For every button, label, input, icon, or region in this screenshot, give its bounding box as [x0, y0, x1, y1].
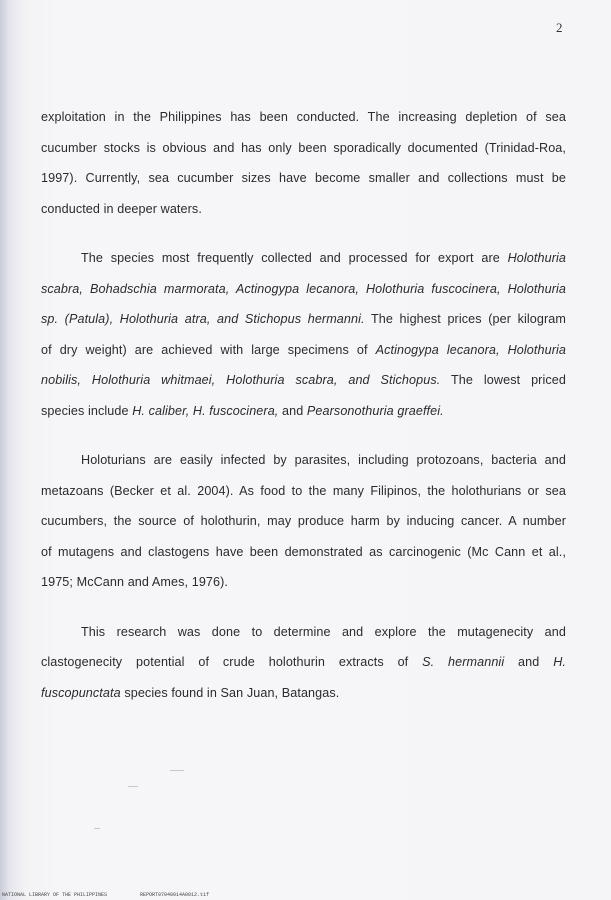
text-line: This research was done to determine and explore the mutagenecity and [81, 624, 566, 639]
text-line: conducted in deeper waters. [41, 201, 202, 216]
body-text [41, 102, 566, 727]
paragraph-exploitation [41, 102, 566, 224]
text-line: cucumber stocks is obvious and has only been sporadically documented (Trinidad-Roa, [41, 140, 566, 155]
text-line: metazoans (Becker et al. 2004). As food to the many Filipinos, the holothurians or sea [41, 483, 566, 498]
text-line: The species most frequently collected and processed for export are Holothuria [81, 251, 566, 265]
text-line: cucumbers, the source of holothurin, may produce harm by inducing cancer. A number [41, 514, 566, 528]
paragraph-research [41, 617, 566, 709]
text-line: sp. (Patula), Holothuria atra, and Stichopus hermanni. The highest prices (per kilogram [41, 312, 566, 326]
text-line: fuscopunctata species found in San Juan, Batangas. [41, 685, 340, 700]
text-line: exploitation in the Philippines has been conducted. The increasing depletion of sea [41, 110, 566, 124]
text-line: clastogenecity potential of crude holothurin extracts of S. hermannii and H. [41, 655, 566, 669]
paragraph-holoturians [41, 445, 566, 598]
scan-artifact [128, 786, 138, 787]
paragraph-species [41, 243, 566, 426]
text-line: 1975; McCann and Ames, 1976). [41, 575, 229, 589]
text-line: 1997). Currently, sea cucumber sizes have become smaller and collections must be [41, 171, 566, 185]
text-line: of dry weight) are achieved with large specimens of Actinogypa lecanora, Holothuria [41, 342, 566, 357]
text-line: nobilis, Holothuria whitmaei, Holothuria scabra, and Stichopus. The lowest priced [41, 373, 566, 387]
text-line: species include H. caliber, H. fuscocinera, and Pearsonothuria graeffei. [41, 403, 444, 418]
page-number: 2 [556, 20, 563, 35]
text-line: scabra, Bohadschia marmorata, Actinogypa lecanora, Holothuria fuscocinera, Holothuria [41, 281, 566, 296]
footer-file-id: REPORT07040014A0012.tif [140, 892, 210, 898]
scan-artifact [94, 828, 100, 829]
scan-artifact [170, 770, 184, 771]
footer-library-name: NATIONAL LIBRARY OF THE PHILIPPINES [2, 892, 108, 898]
text-line: of mutagens and clastogens have been demonstrated as carcinogenic (Mc Cann et al., [41, 544, 566, 559]
scan-footer [0, 891, 611, 900]
text-line: Holoturians are easily infected by parasites, including protozoans, bacteria and [81, 453, 566, 467]
